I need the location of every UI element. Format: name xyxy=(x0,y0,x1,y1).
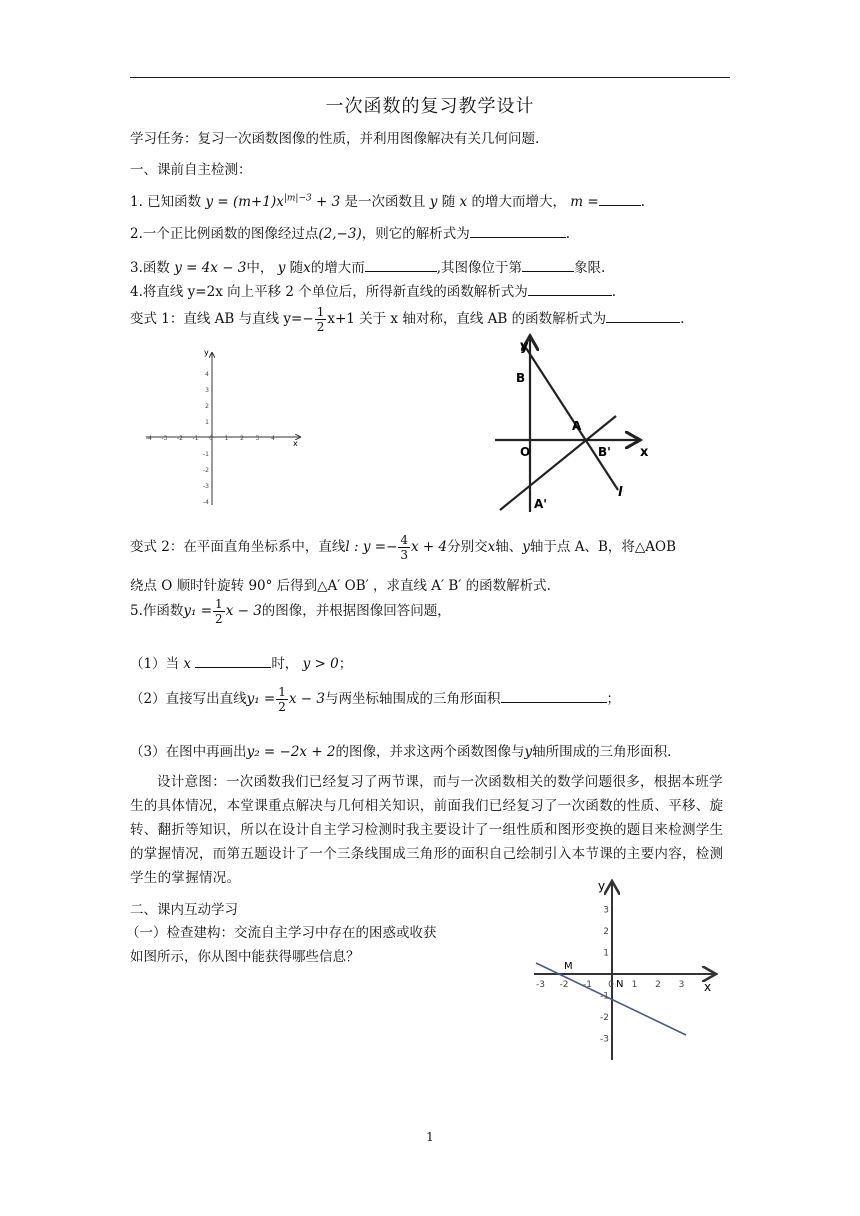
q1-equals: = xyxy=(583,194,599,210)
q2-text2: ，则它的解析式为 xyxy=(361,226,470,242)
q1-exponent: |m|−3 xyxy=(283,193,312,204)
v1-answer-blank[interactable] xyxy=(606,310,680,323)
tick-label: -2 xyxy=(177,435,183,442)
q1-answer-blank[interactable] xyxy=(599,193,641,206)
q5-2-den: 2 xyxy=(278,700,286,714)
label-l: l xyxy=(618,485,623,500)
tick-label: -2 xyxy=(600,1013,609,1023)
q5-text-c: 的图像，并根据图像回答问题， xyxy=(261,603,451,619)
q5-text-a: 5.作函数 xyxy=(130,603,184,619)
question-2 xyxy=(130,222,570,242)
q5-3-text-a: （3）在图中再画出 xyxy=(130,744,247,760)
v2-den: 3 xyxy=(400,548,409,562)
tick-label: 2 xyxy=(240,435,244,442)
label-B: B xyxy=(516,371,526,385)
q5-3-y: y xyxy=(524,744,533,760)
tick-label: 3 xyxy=(205,387,209,394)
q5-num: 1 xyxy=(215,597,223,611)
v2-x: x xyxy=(487,539,496,555)
design-intent-paragraph: 设计意图：一次函数我们已经复习了两节课，而与一次函数相关的数学问题很多，根据本班学生的具体情况，本堂课重点解决与几何相关知识，前面我们已经复习了一次函数的性质、平移、旋转、翻折等知识，所以在设计自主学习检测时我主要设计了一组性质和图形变换的题目来检测学生的掌握情况，而第五题设计了一个三条线围成三角形的面积自己绘制引入本节课的主要内容，检测学生的掌握情况。 xyxy=(130,774,724,886)
variant-2 xyxy=(130,534,676,561)
q5-2-semicolon: ； xyxy=(606,691,620,707)
y-axis-label: y xyxy=(204,348,209,357)
tick-label: 4 xyxy=(205,371,209,378)
label-B-prime: B' xyxy=(598,445,611,459)
q3-t6: 象限. xyxy=(574,260,606,276)
page-title: 一次函数的复习教学设计 xyxy=(325,96,535,117)
tick-label: -2 xyxy=(559,980,569,990)
q3-answer-blank-2[interactable] xyxy=(522,259,574,272)
q1-mid3: 的增大而增大， xyxy=(471,194,566,210)
question-4 xyxy=(130,280,616,300)
q1-expr: y = (m+1)x xyxy=(205,194,284,210)
q1-x: x xyxy=(459,194,468,210)
q5-2-text-c: 与两坐标轴围成的三角形面积 xyxy=(325,691,501,707)
x-axis-label: x xyxy=(704,980,712,994)
variant-2-line-2: 绕点 O 顺时针旋转 90° 后得到△A′ OB′ ，求直线 A′ B′ 的函数解析式. xyxy=(130,578,551,594)
tick-label: -1 xyxy=(583,980,592,990)
section-heading-1: 一、课前自主检测： xyxy=(130,162,252,178)
tick-label: 3 xyxy=(255,435,260,442)
label-y: y xyxy=(520,339,529,354)
v2-text-d: 轴、 xyxy=(495,539,523,555)
v2-y: y xyxy=(522,539,530,555)
tick-label: -1 xyxy=(600,991,609,1002)
q5-1-text-a: （1）当 xyxy=(130,656,180,672)
q3-answer-blank-1[interactable] xyxy=(365,259,437,272)
v2-text-e: 轴于点 A、B，将△AOB xyxy=(529,539,676,555)
tick-label: -1 xyxy=(203,451,209,458)
tick-label: -1 xyxy=(192,435,199,442)
header-rule xyxy=(130,77,730,78)
point-M-label: M xyxy=(564,961,573,972)
q5-2-expr-tail: x − 3 xyxy=(288,691,325,707)
page-number: 1 xyxy=(426,1130,434,1144)
q5-1-condition: y > 0 xyxy=(302,656,339,672)
question-5 xyxy=(130,598,451,625)
q5-den: 2 xyxy=(215,612,223,626)
tick-label: 0 xyxy=(209,435,213,442)
q5-2-fraction xyxy=(276,686,288,713)
v1-dot: . xyxy=(680,311,685,327)
v2-num: 4 xyxy=(400,533,409,547)
q2-dot: . xyxy=(565,226,571,242)
v2-line-l: l : y = xyxy=(345,539,387,555)
figure-question: 如图所示，你从图中能获得哪些信息？ xyxy=(130,949,360,965)
q1-mid: 是一次函数且 xyxy=(344,194,426,210)
q2-answer-blank[interactable] xyxy=(470,225,566,238)
q5-2-text-a: （2）直接写出直线 xyxy=(130,691,247,707)
tick-label: -2 xyxy=(203,467,209,474)
y-axis-label: y xyxy=(598,879,606,893)
q5-y1: y₁ = xyxy=(183,603,213,619)
q5-2-y1: y₁ = xyxy=(246,691,276,707)
section-heading-2: 二、课内互动学习 xyxy=(130,902,238,918)
label-A: A xyxy=(572,419,582,433)
x-tick-labels xyxy=(146,435,275,442)
q5-1-answer-blank[interactable] xyxy=(195,655,271,668)
q3-text: 3.函数 xyxy=(130,260,170,276)
q1-mid2: 随 xyxy=(441,194,456,210)
q5-1-semicolon: ； xyxy=(338,656,353,672)
q1-y: y xyxy=(429,194,438,210)
q5-expr-tail: x − 3 xyxy=(225,603,262,619)
x-tick-labels xyxy=(536,980,684,990)
tick-label: 2 xyxy=(655,980,661,990)
v1-den: 2 xyxy=(316,320,325,334)
question-3 xyxy=(130,256,605,276)
v1-num: 1 xyxy=(316,305,325,319)
tick-label: 1 xyxy=(205,419,209,426)
q5-3-expr: y₂ = −2x + 2 xyxy=(246,744,336,760)
tick-label: 3 xyxy=(678,980,685,990)
v1-fraction xyxy=(315,306,327,333)
tick-label: 1 xyxy=(224,435,229,442)
tick-label: 1 xyxy=(603,948,609,959)
tick-label: 2 xyxy=(603,927,609,937)
question-5-part-3 xyxy=(130,740,671,760)
q2-point: (2,−3) xyxy=(318,226,362,242)
line-ab xyxy=(500,416,616,510)
q1-m: m xyxy=(570,194,584,210)
line-symmetry-figure xyxy=(490,330,660,515)
v1-text-a: 变式 1：直线 AB 与直线 y= xyxy=(130,311,303,327)
label-A-prime: A' xyxy=(534,497,547,511)
q5-1-text-b: 时， xyxy=(271,656,299,672)
q2-text: 2.一个正比例函数的图像经过点 xyxy=(130,226,319,242)
label-O: O xyxy=(520,445,531,459)
x-axis-label: x xyxy=(293,439,298,448)
q5-3-text-b: 的图像，并求这两个函数图像与 xyxy=(335,744,525,760)
v2-neg: − xyxy=(386,539,398,555)
tick-label: 2 xyxy=(205,403,209,410)
q1-tail: + 3 xyxy=(311,194,341,210)
q4-text: 4.将直线 y=2x 向上平移 2 个单位后，所得新直线的函数解析式为 xyxy=(130,284,528,300)
q3-expr: y = 4x − 3 xyxy=(174,260,247,276)
subsection-check-build: （一）检查建构：交流自主学习中存在的困惑或收获 xyxy=(126,925,437,941)
v1-text-b: x+1 关于 x 轴对称，直线 AB 的函数解析式为 xyxy=(327,311,607,327)
question-1 xyxy=(130,190,645,210)
q4-answer-blank[interactable] xyxy=(528,283,612,296)
v2-text-a: 变式 2：在平面直角坐标系中，直线 xyxy=(130,539,346,555)
tick-label: -3 xyxy=(203,483,209,490)
point-N-label: N xyxy=(616,979,624,990)
tick-label: -4 xyxy=(203,499,209,506)
label-x: x xyxy=(640,445,649,460)
learning-task: 学习任务：复习一次函数图像的性质，并利用图像解决有关几何问题. xyxy=(130,131,540,147)
q4-dot: . xyxy=(611,284,617,300)
q5-3-text-c: 轴所围成的三角形面积. xyxy=(532,744,672,760)
tick-label: -3 xyxy=(536,980,545,990)
q5-2-answer-blank[interactable] xyxy=(501,690,607,703)
q3-t5: ,其图像位于第 xyxy=(436,260,523,276)
q5-1-x: x xyxy=(183,656,192,672)
variant-1 xyxy=(130,306,684,333)
q3-x: x xyxy=(303,260,311,276)
tick-label: 4 xyxy=(271,435,275,442)
tick-label: 1 xyxy=(631,980,638,990)
q5-2-num: 1 xyxy=(278,685,286,699)
question-5-part-1 xyxy=(130,652,352,672)
v2-fraction xyxy=(398,534,410,561)
v2-expr-tail: x + 4 xyxy=(411,539,448,555)
q3-t2: 中， xyxy=(246,260,274,276)
tick-label: -4 xyxy=(146,435,152,442)
q3-t4: 的增大而 xyxy=(310,260,365,276)
q5-fraction xyxy=(213,598,225,625)
coordinate-line-figure xyxy=(530,875,725,1065)
q3-y: y xyxy=(277,260,286,276)
tick-label: 3 xyxy=(603,905,609,916)
q1-prefix: 1. 已知函数 xyxy=(130,194,202,210)
coordinate-axes-figure-1 xyxy=(140,345,310,510)
q1-dot: . xyxy=(640,194,645,210)
tick-label: -3 xyxy=(161,435,168,442)
v2-text-c: 分别交 xyxy=(447,539,488,555)
question-5-part-2 xyxy=(130,686,620,713)
q3-t3: 随 xyxy=(289,260,304,276)
tick-label: 0 xyxy=(608,980,614,990)
v1-neg: − xyxy=(302,311,314,327)
tick-label: -3 xyxy=(600,1034,609,1045)
